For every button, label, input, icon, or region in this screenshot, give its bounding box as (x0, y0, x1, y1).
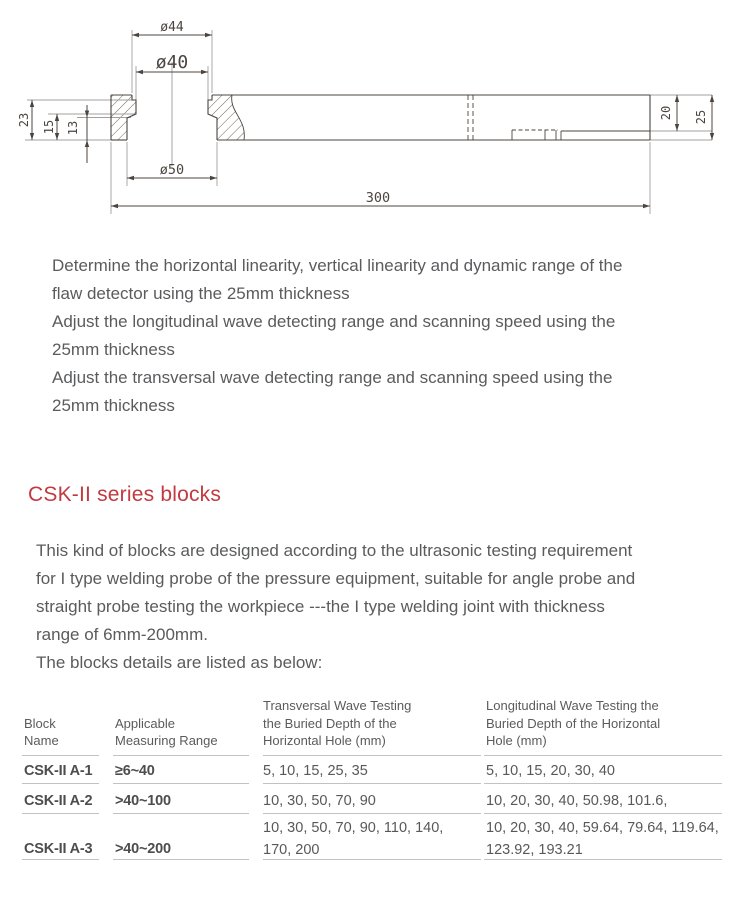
hidden-lines (468, 95, 558, 140)
extension-lines (25, 30, 712, 214)
header-line: Hole (mm) (486, 733, 547, 748)
header-line: Measuring Range (115, 733, 218, 748)
cell-transversal: 10, 30, 50, 70, 90 (263, 793, 376, 809)
col-header-longitudinal (486, 697, 726, 750)
table-rule (22, 813, 99, 814)
dimension-arrows (30, 33, 714, 208)
text-line: range of 6mm-200mm. (36, 625, 208, 644)
block-outline (111, 95, 650, 140)
table-rule (22, 783, 99, 784)
cell-longitudinal: 10, 20, 30, 40, 50.98, 101.6, (486, 793, 668, 809)
col-header-block-name (24, 715, 104, 750)
header-line: Name (24, 733, 59, 748)
cell-range: ≥6~40 (115, 763, 155, 779)
cell-range: >40~100 (115, 793, 171, 809)
text-line: Adjust the longitudinal wave detecting range and scanning speed using the (52, 312, 616, 331)
cell-transversal: 10, 30, 50, 70, 90, 110, 140, 170, 200 (263, 820, 444, 858)
cell-range: >40~200 (115, 841, 171, 857)
text-line: The blocks details are listed as below: (36, 653, 323, 672)
section-heading: CSK-II series blocks (28, 483, 222, 506)
table-rule (263, 755, 481, 756)
cell-transversal: 5, 10, 15, 25, 35 (263, 763, 368, 779)
text-line: Adjust the transversal wave detecting range and scanning speed using the (52, 368, 613, 387)
dim-label-dia50: ø50 (159, 162, 185, 178)
table-rule (263, 783, 481, 784)
header-line: Block (24, 715, 56, 731)
text-line: 25mm thickness (52, 396, 175, 415)
table-rule (22, 755, 99, 756)
dim-label-dia40: ø40 (155, 52, 189, 73)
cell-longitudinal: 10, 20, 30, 40, 59.64, 79.64, 119.64, 123.92, 193.21 (486, 820, 719, 858)
text-line: 25mm thickness (52, 340, 175, 359)
table-rule (484, 813, 722, 814)
cell-block-name: CSK-II A-1 (24, 763, 93, 779)
header-line: Buried Depth of the Horizontal (486, 715, 661, 731)
text-line: straight probe testing the workpiece ---the I type welding joint with thickness (36, 597, 605, 616)
cell-block-name: CSK-II A-3 (24, 841, 93, 857)
table-rule (263, 813, 481, 814)
dim-label-25: 25 (694, 109, 708, 125)
table-rule (484, 755, 722, 756)
text-line: This kind of blocks are designed according to the ultrasonic testing requirement (36, 541, 633, 560)
header-line: Horizontal Hole (mm) (263, 733, 386, 748)
dim-label-15: 15 (42, 119, 56, 135)
intro-paragraph (52, 252, 712, 420)
table-rule (113, 783, 249, 784)
header-line: Transversal Wave Testing (263, 698, 412, 713)
header-line: Longitudinal Wave Testing the (486, 698, 659, 713)
dim-label-length300: 300 (365, 190, 391, 206)
section-description (36, 537, 716, 677)
text-line: for I type welding probe of the pressure equipment, suitable for angle probe and (36, 569, 636, 588)
col-header-transversal (263, 697, 481, 750)
header-line: Applicable (115, 715, 175, 731)
text-line: flaw detector using the 25mm thickness (52, 284, 350, 303)
cell-longitudinal: 5, 10, 15, 20, 30, 40 (486, 763, 615, 779)
dim-label-13: 13 (66, 120, 80, 136)
text-line: Determine the horizontal linearity, vertical linearity and dynamic range of the (52, 256, 623, 275)
dim-label-20: 20 (659, 105, 673, 121)
col-header-measuring-range (115, 715, 249, 750)
table-rule (484, 783, 722, 784)
table-rule (113, 813, 249, 814)
cell-block-name: CSK-II A-2 (24, 793, 93, 809)
dim-label-23: 23 (17, 112, 31, 128)
header-line: the Buried Depth of the (263, 715, 397, 731)
dim-label-dia44: ø44 (160, 20, 184, 35)
table-rule (113, 755, 249, 756)
technical-drawing (0, 0, 750, 232)
dimension-lines (32, 35, 712, 206)
